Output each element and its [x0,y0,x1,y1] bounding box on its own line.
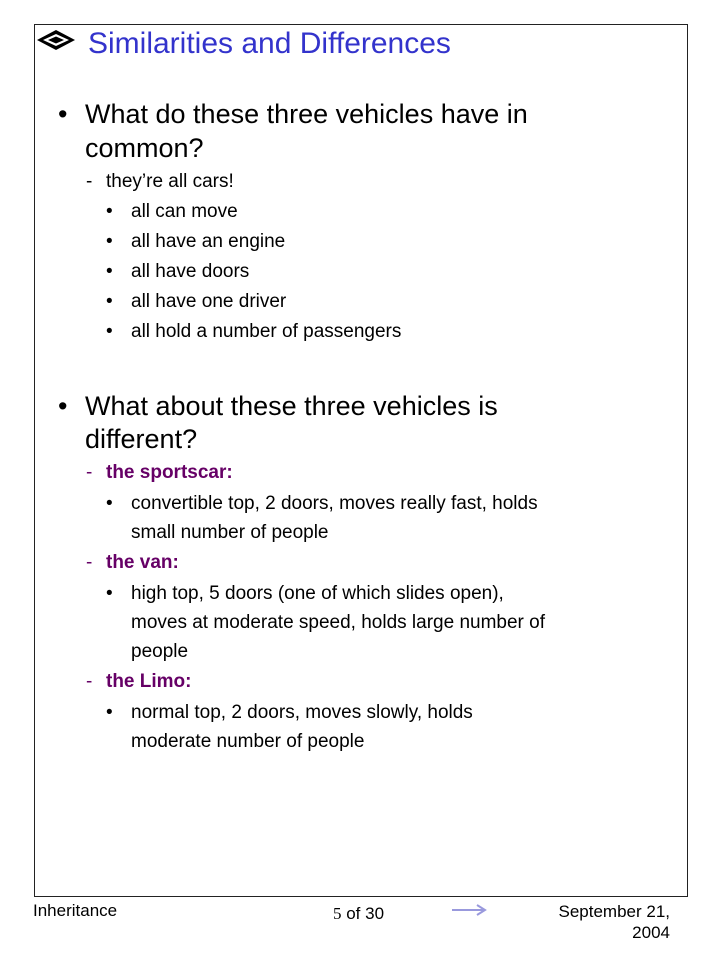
list-item-driver: all have one driver [131,291,287,312]
subheading-van: the van: [106,552,179,573]
dash-marker: - [86,462,93,483]
list-item-move: all can move [131,201,238,222]
footer-date [540,901,670,943]
bullet-marker: • [106,231,113,252]
answer-all-cars: they’re all cars! [106,171,234,192]
limo-desc-line2: moderate number of people [131,731,365,752]
bullet-marker: • [106,201,113,222]
bullet-marker: • [58,391,68,421]
page-indicator [333,904,384,924]
question-common-line2: common? [85,133,204,163]
subheading-limo: the Limo: [106,671,192,692]
list-item-engine: all have an engine [131,231,286,252]
footer-course-name: Inheritance [33,901,118,920]
bullet-marker: • [106,583,113,604]
dash-marker: - [86,171,93,192]
van-desc-line1: high top, 5 doors (one of which slides open), [131,583,504,604]
sportscar-desc-line2: small number of people [131,522,329,543]
van-desc-line2: moves at moderate speed, holds large number of [131,612,546,633]
next-slide-arrow-icon[interactable] [450,900,490,920]
bullet-marker: • [106,321,113,342]
question-common-line1: What do these three vehicles have in [85,99,528,129]
question-different-line2: different? [85,424,198,454]
bullet-marker: • [106,291,113,312]
list-item-passengers: all hold a number of passengers [131,321,402,342]
dash-marker: - [86,552,93,573]
bullet-marker: • [106,702,113,723]
page-number: 5 [333,904,342,923]
dash-marker: - [86,671,93,692]
page-total: of 30 [341,904,385,923]
limo-desc-line1: normal top, 2 doors, moves slowly, holds [131,702,473,723]
bullet-marker: • [106,261,113,282]
list-item-doors: all have doors [131,261,250,282]
van-desc-line3: people [131,641,189,662]
footer-date-line2: 2004 [632,923,670,942]
question-different-line1: What about these three vehicles is [85,391,498,421]
bullet-marker: • [106,493,113,514]
slide-title: Similarities and Differences [88,27,451,60]
bullet-marker: • [58,99,68,129]
sportscar-desc-line1: convertible top, 2 doors, moves really fast, holds [131,493,538,514]
footer-date-line1: September 21, [558,902,670,921]
subheading-sportscar: the sportscar: [106,462,233,483]
